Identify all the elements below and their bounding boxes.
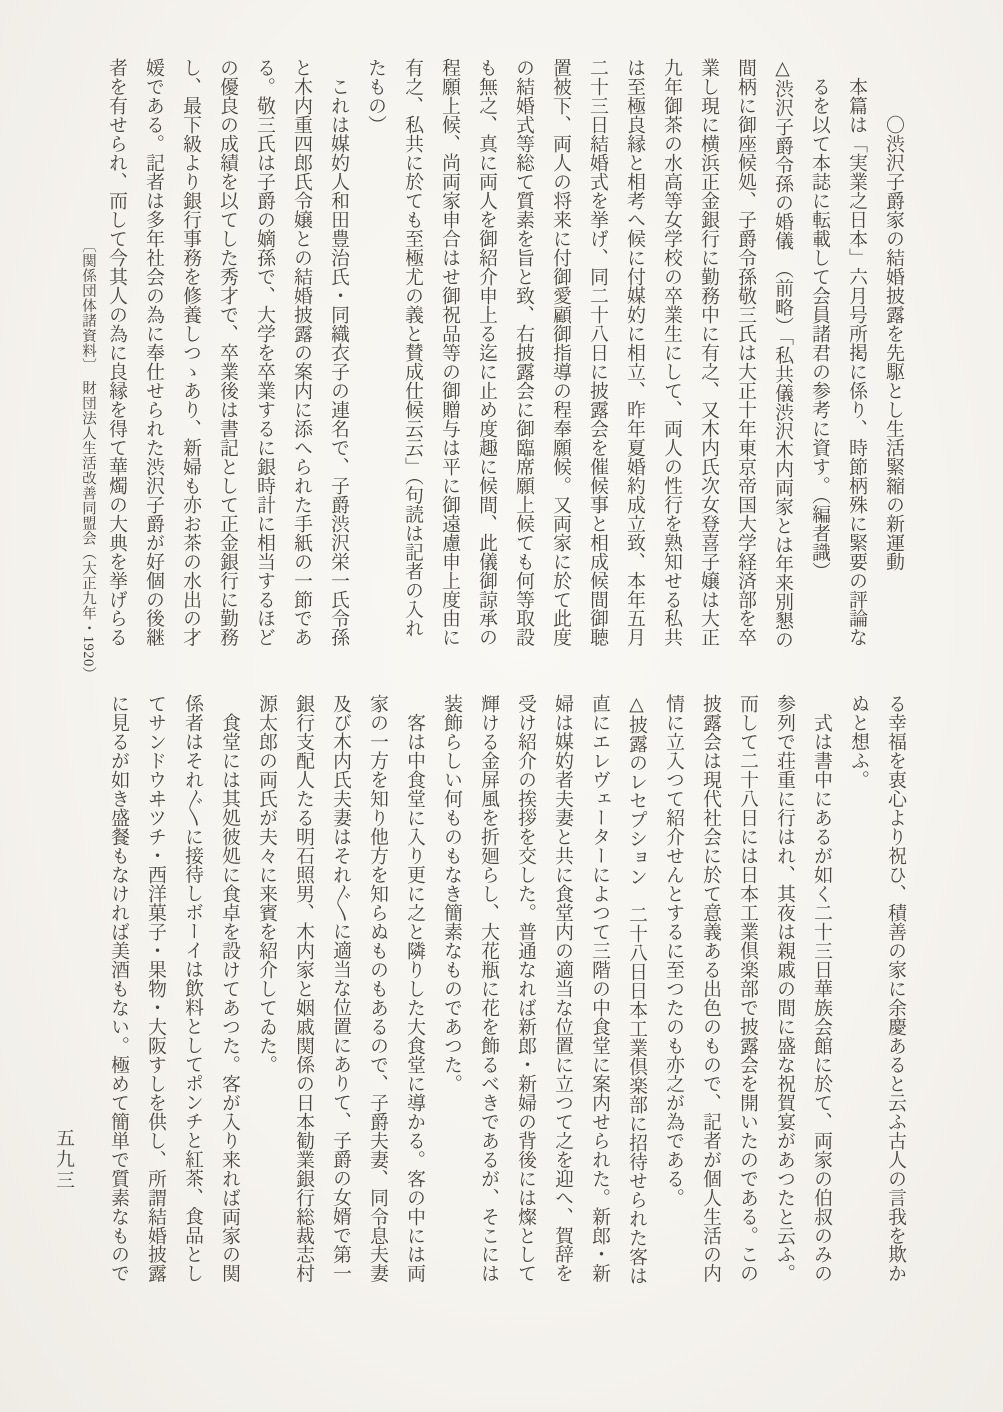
text-column-line: 婦は媒妁者夫妻と共に食堂内の適当な位置に立つて之を迎へ、賀辞を bbox=[552, 694, 573, 1283]
text-column-line: 銀行支配人たる明石照男、木内家と姻戚関係の日本勧業銀行総裁志村 bbox=[293, 694, 314, 1283]
text-column-line: 及び木内氏夫妻はそれ〴〵に適当な位置にありて、子爵の女婿で第一 bbox=[330, 694, 351, 1283]
text-column-line: し、最下級より銀行事務を修養しつゝあり、新婦も亦お茶の水出の才 bbox=[180, 58, 201, 647]
text-column-line: 置被下、両人の将来に付御愛顧御指導の程奉願候。又両家に於て此度 bbox=[550, 58, 571, 647]
text-column-line: △渋沢子爵令孫の婚儀 （前略）「私共儀渋沢木内両家とは年来別懇の bbox=[772, 58, 793, 650]
text-column-line: 間柄に御座候処、子爵令孫敬三氏は大正十年東京帝国大学経済部を卒 bbox=[735, 58, 756, 647]
text-column-line: 九年御茶の水高等女学校の卒業生にして、両人の性行を熟知せる私共 bbox=[661, 58, 682, 647]
page-number: 五九三 bbox=[53, 1128, 74, 1191]
text-column-line: 食堂には其処彼処に食卓を設けてあつた。客が入り来れば両家の関 bbox=[219, 694, 240, 1283]
text-column-line: 家の一方を知り他方を知らぬものもあるので、子爵夫妻、同令息夫妻 bbox=[367, 694, 388, 1283]
text-column-line: 媛である。記者は多年社会の為に奉仕せられた渋沢子爵が好個の後継 bbox=[143, 58, 164, 647]
article-top-block bbox=[98, 58, 912, 670]
text-column-line: 客は中食堂に入り更に之と隣りした大食堂に導かる。客の中には両 bbox=[404, 694, 425, 1283]
text-column-line: 而して二十八日には日本工業倶楽部で披露会を開いたのである。この bbox=[737, 694, 758, 1283]
source-attribution: 〔関係団体諸資料〕 財団法人生活改善同盟会（大正九年・1920） bbox=[80, 238, 96, 682]
text-column-line: 輝ける金屏風を折廻らし、大花瓶に花を飾るべきであるが、そこには bbox=[478, 694, 499, 1283]
text-column-line: 受け紹介の挨拶を交した。普通なれば新郎・新婦の背後には燦として bbox=[515, 694, 536, 1283]
text-column-line: △披露のレセプション 二十八日日本工業倶楽部に招待せられた客は bbox=[626, 694, 647, 1285]
text-column-line: ぬと想ふ。 bbox=[848, 694, 869, 789]
text-column-line: たもの） bbox=[365, 58, 386, 134]
text-column-line: 〇渋沢子爵家の結婚披露を先駆とし生活緊縮の新運動 bbox=[883, 58, 904, 571]
text-column-line: 情に立入つて紹介せんとするに至つたのも亦之が為である。 bbox=[663, 694, 684, 1207]
text-column-line: 本篇は「実業之日本」六月号所掲に係り、時節柄殊に緊要の評論な bbox=[846, 58, 867, 647]
text-column-line: てサンドウヰツチ・西洋菓子・果物・大阪すしを供し、所謂結婚披露 bbox=[145, 694, 166, 1283]
text-column-line: 披露会は現代社会に於て意義ある出色のもので、記者が個人生活の内 bbox=[700, 694, 721, 1283]
text-column-line: 参列で荘重に行はれ、其夜は親戚の間に盛な祝賀宴があつたと云ふ。 bbox=[774, 694, 795, 1283]
text-column-line: 係者はそれ〴〵に接待しボーイは飲料としてポンチと紅茶、食品とし bbox=[182, 694, 203, 1283]
text-column-line: 装飾らしい何ものもなき簡素なものであつた。 bbox=[441, 694, 462, 1093]
text-column-line: 有之、私共に於ても至極尤の義と賛成仕候云云」（句読は記者の入れ bbox=[402, 58, 423, 638]
text-column-line: る。敬三氏は子爵の嫡孫で、大学を卒業するに銀時計に相当するほど bbox=[254, 58, 275, 647]
text-column-line: る幸福を衷心より祝ひ、積善の家に余慶あると云ふ古人の言我を欺か bbox=[885, 694, 906, 1283]
text-column-line: に見るが如き盛餐もなければ美酒もない。極めて簡単で質素なもので bbox=[108, 694, 129, 1283]
text-column-line: の優良の成績を以てした秀才で、卒業後は書記として正金銀行に勤務 bbox=[217, 58, 238, 647]
text-column-line: の結婚式等総て質素を旨と致、右披露会に御臨席願上候ても何等取設 bbox=[513, 58, 534, 647]
text-column-line: 者を有せられ、而して今其人の為に良縁を得て華燭の大典を挙げらる bbox=[106, 58, 127, 647]
text-column-line: 二十三日結婚式を挙げ、同二十八日に披露会を催候事と相成候間御聴 bbox=[587, 58, 608, 647]
text-column-line: これは媒妁人和田豊治氏・同織衣子の連名で、子爵渋沢栄一氏令孫 bbox=[328, 58, 349, 647]
text-column-line: 程願上候、尚両家申合はせ御祝品等の御贈与は平に御遠慮申上度由に bbox=[439, 58, 460, 647]
text-column-line: 直にエレヴェーターによつて三階の中食堂に案内せられた。新郎・新 bbox=[589, 694, 610, 1283]
text-column-line: 源太郎の両氏が夫々に来賓を紹介してゐた。 bbox=[256, 694, 277, 1074]
article-bottom-block bbox=[100, 694, 914, 1294]
text-column-line: るを以て本誌に転載して会員諸君の参考に資す。（編者識） bbox=[809, 58, 830, 581]
text-column-line: 業し現に横浜正金銀行に勤務中に有之、又木内氏次女登喜子嬢は大正 bbox=[698, 58, 719, 647]
text-column-line: も無之、真に両人を御紹介申上る迄に止め度趣に候間、此儀御諒承の bbox=[476, 58, 497, 647]
text-column-line: と木内重四郎氏令嬢との結婚披露の案内に添へられた手紙の一節であ bbox=[291, 58, 312, 647]
text-column-line: は至極良縁と相考へ候に付媒妁に相立、昨年夏婚約成立致、本年五月 bbox=[624, 58, 645, 647]
text-column-line: 式は書中にあるが如く二十三日華族会館に於て、両家の伯叔のみの bbox=[811, 694, 832, 1283]
